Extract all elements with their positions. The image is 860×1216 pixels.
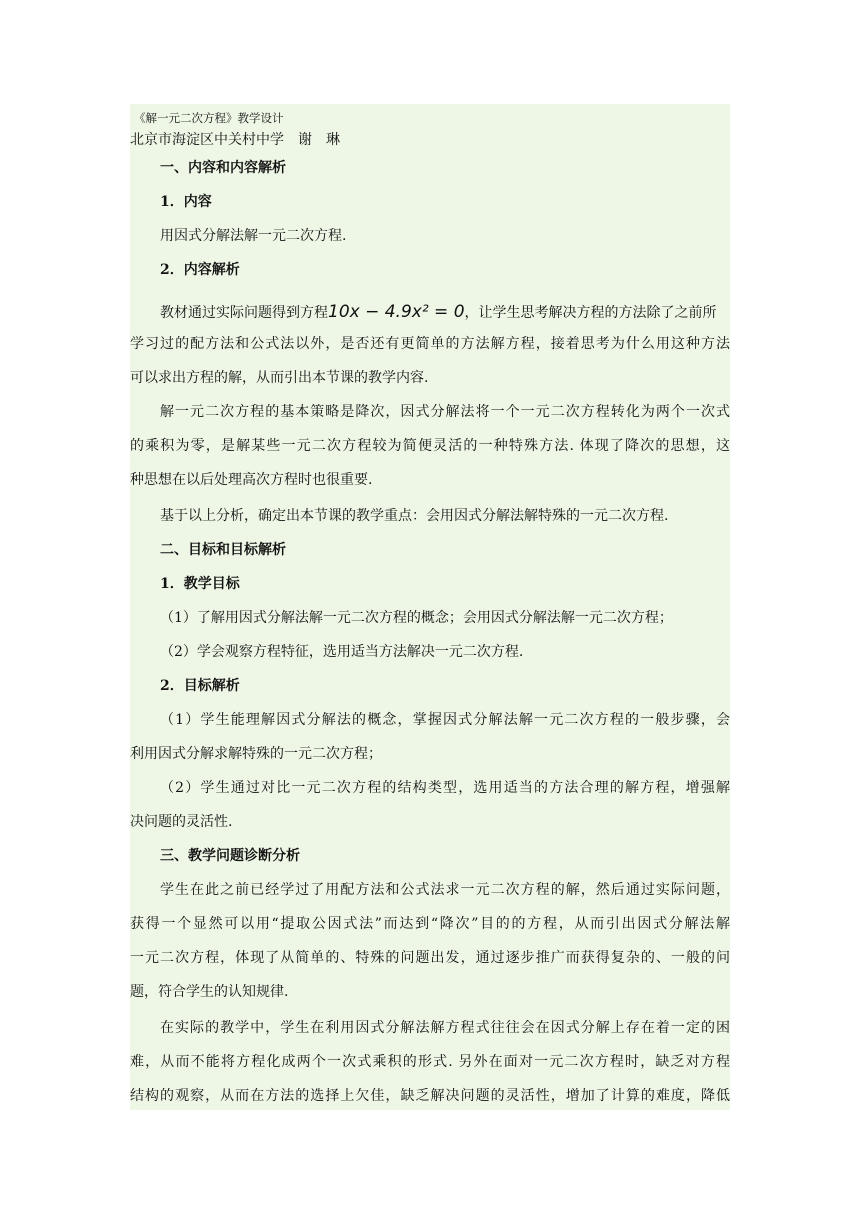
document-body [130,104,730,1110]
subheading-goal-analysis: 2．目标解析 [160,678,240,694]
paragraph-line: 学习过的配方法和公式法以外，是否还有更简单的方法解方程，接着思考为什么用这种方法 [130,336,730,352]
paragraph-line: 基于以上分析，确定出本节课的教学重点：会用因式分解法解特殊的一元二次方程. [160,508,669,524]
paragraph-line: 决问题的灵活性. [130,814,233,830]
paragraph-line: 一元二次方程，体现了从简单的、特殊的问题出发，通过逐步推广而获得复杂的、一般的问 [130,950,730,966]
author-line: 北京市海淀区中关村中学 谢 琳 [130,132,340,148]
goal-item: （2）学会观察方程特征，选用适当方法解决一元二次方程. [160,644,524,660]
paragraph-text: 教材通过实际问题得到方程 [160,305,328,321]
section-heading-1: 一、内容和内容解析 [160,160,286,176]
paragraph-line: 的乘积为零，是解某些一元二次方程较为简便灵活的一种特殊方法. 体现了降次的思想，这 [130,438,730,454]
paragraph-line [160,300,730,324]
paragraph-line: 结构的观察，从而在方法的选择上欠佳，缺乏解决问题的灵活性，增加了计算的难度，降低 [130,1088,730,1104]
paragraph-line: 种思想在以后处理高次方程时也很重要. [130,472,373,488]
paragraph-line: 解一元二次方程的基本策略是降次，因式分解法将一个一元二次方程转化为两个一次式 [160,404,730,420]
subheading-teaching-goals: 1．教学目标 [160,576,240,592]
paragraph-line: （2）学生通过对比一元二次方程的结构类型，选用适当的方法合理的解方程，增强解 [160,780,730,796]
paragraph-line: 获得一个显然可以用“提取公因式法”而达到“降次”目的的方程，从而引出因式分解法解 [130,916,730,932]
section-heading-3: 三、教学问题诊断分析 [160,848,300,864]
paragraph-line: 学生在此之前已经学过了用配方法和公式法求一元二次方程的解，然后通过实际问题， [160,882,730,898]
paragraph-line: （1）学生能理解因式分解法的概念，掌握因式分解法解一元二次方程的一般步骤，会 [160,712,730,728]
paragraph-line: 可以求出方程的解，从而引出本节课的教学内容. [130,370,429,386]
document-title: 《解一元二次方程》教学设计 [134,111,284,125]
goal-item: （1）了解用因式分解法解一元二次方程的概念；会用因式分解法解一元二次方程； [160,610,673,626]
content-text: 用因式分解法解一元二次方程. [160,228,347,244]
paragraph-line: 难，从而不能将方程化成两个一次式乘积的形式. 另外在面对一元二次方程时，缺乏对方程 [130,1054,730,1070]
paragraph-line: 题，符合学生的认知规律. [130,984,289,1000]
paragraph-line: 利用因式分解求解特殊的一元二次方程； [130,746,382,762]
paragraph-text: ，让学生思考解决方程的方法除了之前所 [464,305,717,321]
subheading-content-analysis: 2．内容解析 [160,262,240,278]
paragraph-line: 在实际的教学中，学生在利用因式分解法解方程式往往会在因式分解上存在着一定的困 [160,1020,730,1036]
section-heading-2: 二、目标和目标解析 [160,542,286,558]
subheading-content: 1．内容 [160,194,212,210]
equation: 10x − 4.9x² = 0 [328,302,465,322]
